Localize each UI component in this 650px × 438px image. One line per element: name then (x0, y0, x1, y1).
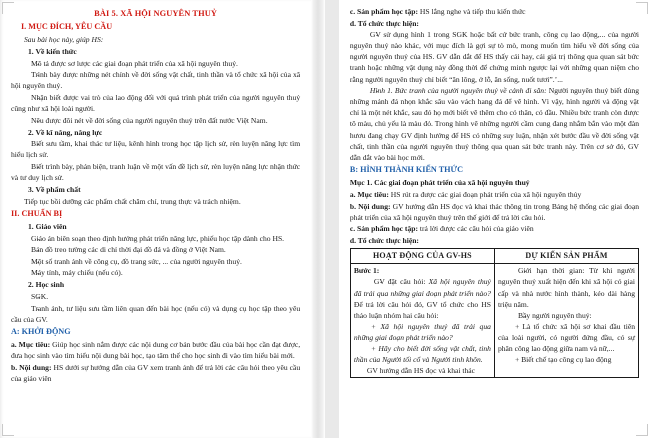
paragraph-gv-dat-cau-hoi (354, 276, 491, 320)
heading-muc-1: Mục 1. Các giai đoạn phát triển của xã hội nguyên thuỷ (349, 178, 530, 188)
page-left-body (0, 0, 311, 438)
product-item (498, 265, 635, 309)
list-item: - Bản đồ treo tường các di chỉ thời đại đồ đá và đồng ở Việt Nam. (11, 244, 300, 255)
pham-chat-text: Tiếp tục bồi dưỡng các phẩm chất chăm chỉ, trung thực và trách nhiệm. (24, 196, 241, 206)
paragraph-muc1-san-pham (350, 223, 639, 234)
list-item: - Nhận biết được vai trò của lao động đối với quá trình phát triển của người nguyên thuỷ cũng như xã hội loài người. (11, 92, 300, 114)
list-item: - Máy tính, máy chiếu (nếu có). (11, 267, 300, 278)
product-sub-item: + Là tổ chức xã hội sơ khai đầu tiên của loài người, có người đứng đầu, có sự phân công lao động giữa nam và nữ,... (497, 321, 636, 354)
heading-chuan-bi: II. CHUẨN BỊ (11, 208, 63, 218)
document-title: BÀI 5. XÃ HỘI NGUYÊN THUỶ (94, 9, 218, 18)
paragraph-gv-su-dung-hinh: - GV sử dụng hình 1 trong SGK hoặc bất cứ bức tranh, công cụ lao động,... của người nguyên thuỷ nào khác, với mục đích là gợi sự tò mò, mong muốn tìm hiểu về đời sống của người nguyên thuỷ của HS. GV dẫn dắt để HS thấy cái hay, cái giá trị thông qua quan sát bức tranh hoặc những vật dụng này đồng thời để chứng minh ngược lại với những quan niệm cho rằng người nguyên thuỷ chỉ biết “ăn lông, ở lỗ, ăn sống, nuốt tươi”.’... (350, 29, 639, 84)
label-muc1-noi-dung: b. Nội dung: (349, 201, 391, 211)
list-item: - Một số tranh ảnh về công cụ, đồ trang sức, ... của người nguyên thuỷ. (11, 256, 300, 267)
table-row (350, 263, 638, 377)
label-gioi-han-thoi-gian: Giới hạn thời gian: (517, 266, 590, 276)
subheading-giao-vien: 1. Giáo viên (28, 221, 67, 231)
figure-description: Người nguyên thuỷ biết dùng những mảnh đá nhọn khắc sâu vào vách hang đá để vẽ hình. Vì vậy, hình người và động vật chỉ là một nét khắc, sau đó họ mới biết vẽ thêm cho có thân, có đầu. Nhiều bức tranh còn được tô màu, chủ yếu là màu đỏ. Trong hình vẽ những người cầm cung đang nhắm bắn vào một đàn hươu đang chạy GV định hướng để HS có những suy luận, nhận xét bước đầu về đời sống vật chất, tinh thần của người nguyên thuỷ thông qua quan sát bức tranh này. Trên cơ sở đó, GV dẫn dắt vào bài học mới. (349, 86, 640, 162)
table-cell-hoat-dong (350, 263, 494, 377)
label-muc1-san-pham: c. Sản phẩm học tập: (349, 224, 419, 234)
paragraph-muc1-noi-dung (350, 201, 639, 223)
table-header-du-kien-san-pham: DỰ KIẾN SẢN PHẨM (494, 248, 638, 263)
subheading-ve-ki-nang-nang-luc: 2. Về kĩ năng, năng lực (28, 127, 103, 137)
list-item: - Biết trình bày, phản biện, tranh luận về một vấn đề lịch sử, rèn luyện năng lực nhận thức và tư duy lịch sử. (11, 161, 300, 183)
paragraph-muc-tieu (11, 339, 300, 361)
text-gv-dat-cau-hoi: GV đặt câu hỏi: (373, 277, 429, 287)
subheading-hoc-sinh: 2. Học sinh (28, 280, 65, 290)
text-muc1-san-pham: trả lời được các câu hỏi của giáo viên (418, 224, 534, 234)
paragraph-hinh-1-caption (350, 85, 639, 163)
list-item: - Mô tả được sơ lược các giai đoạn phát triển của xã hội nguyên thuỷ. (11, 58, 300, 69)
label-noi-dung: b. Nội dung: (11, 362, 52, 372)
page-left (0, 0, 311, 438)
table-header-row (350, 248, 638, 263)
paragraph-noi-dung (11, 362, 300, 384)
text-muc-tieu: Giúp học sinh nắm được các nội dung cơ bản bước đầu của bài học cần đạt được, đưa học sinh vào tìm hiểu nội dung bài học, tạo tâm thế cho học sinh đi vào tìm hiểu bài mới. (11, 340, 301, 361)
text-muc1-noi-dung: GV hướng dẫn HS đọc và khai thác thông tin trong Bảng hệ thống các giai đoạn phát triển của xã hội nguyên thuỷ trên thế giới để trả lời câu hỏi. (349, 201, 640, 222)
paragraph-san-pham-hoc-tap (350, 6, 639, 17)
table-header-hoat-dong: HOẠT ĐỘNG CỦA GV-HS (350, 248, 494, 263)
subheading-ve-pham-chat: 3. Về phẩm chất (28, 185, 81, 195)
paragraph-gv-huong-dan: GV hướng dẫn HS đọc và khai thác (366, 366, 476, 376)
list-item: - Tranh ảnh, tư liệu sưu tầm liên quan đến bài học (nếu có) và dụng cụ học tập theo yêu cầu của GV. (11, 303, 300, 325)
paragraph-muc1-muc-tieu (350, 189, 639, 200)
product-sub-item: + Biết chế tạo công cụ lao động (514, 355, 612, 365)
text-noi-dung: HS dưới sự hướng dẫn của GV xem tranh ảnh để trả lời các câu hỏi theo yêu cầu của giáo viên (11, 362, 301, 384)
page-right-body (339, 0, 650, 438)
figure-caption: Hình 1. Bức tranh của người nguyên thuỷ về cảnh đi săn: (369, 86, 547, 96)
text-muc1-muc-tieu: HS rút ra được các giai đoạn phát triển của xã hội nguyên thủy (388, 189, 582, 199)
list-item: - Nêu được đôi nét về đời sống của người nguyên thuỷ trên đất nước Việt Nam. (11, 115, 300, 126)
heading-khoi-dong: A: KHỞI ĐỘNG (11, 327, 71, 337)
page-gutter (311, 0, 325, 438)
list-item: - Trình bày được những nét chính về đời sống vật chất, tinh thần và tổ chức xã hội của xã hội nguyên thuỷ. (11, 69, 300, 91)
question-main: Xã hội nguyên thuỷ đã trải qua những giai đoạn phát triển nào? (353, 277, 491, 298)
text-gioi-han-thoi-gian: Từ khi người nguyên thuỷ xuất hiện đến khi xã hội có giai cấp và nhà nước hình thành, kéo dài hàng triệu năm. (497, 266, 636, 309)
activity-table (350, 248, 639, 378)
text-san-pham-hoc-tap: HS lắng nghe và tiếp thu kiến thức (418, 7, 526, 16)
label-muc-tieu: a. Mục tiêu: (11, 340, 51, 350)
list-item: - SGK. (11, 291, 300, 302)
label-muc1-muc-tieu: a. Mục tiêu: (349, 189, 389, 199)
list-item: - Giáo án biên soạn theo định hướng phát triển năng lực, phiếu học tập dành cho HS. (11, 233, 300, 244)
table-cell-du-kien-san-pham (494, 263, 638, 377)
page-right (339, 0, 650, 438)
subheading-ve-kien-thuc: 1. Về kiến thức (28, 47, 77, 57)
product-item: - Bầy người nguyên thuỷ: (498, 310, 635, 321)
question-item: + Hãy cho biết đời sống vật chất, tinh thần của Người tối cổ và Người tinh khôn. (353, 344, 491, 365)
text-thao-luan-nhom: Để trả lời câu hỏi đó, GV tổ chức cho HS thảo luận nhóm hai câu hỏi: (353, 299, 491, 320)
label-san-pham-hoc-tap: c. Sản phẩm học tập: (349, 7, 419, 16)
label-to-chuc-thuc-hien: d. Tổ chức thực hiện: (349, 18, 419, 28)
label-muc1-to-chuc-thuc-hien: d. Tổ chức thực hiện: (349, 235, 419, 245)
question-item: + Xã hội nguyên thuỷ đã trải qua những giai đoạn phát triển nào? (353, 321, 491, 342)
list-item: - Biết sưu tầm, khai thác tư liệu, kênh hình trong học tập lịch sử, rèn luyện năng lực tìm hiểu lịch sử. (11, 138, 300, 160)
heading-muc-dich-yeu-cau: I. MỤC ĐÍCH, YÊU CẦU (21, 22, 113, 31)
heading-hinh-thanh-kien-thuc: B: HÌNH THÀNH KIẾN THỨC (349, 165, 463, 175)
step-label: Bước 1: (353, 266, 380, 276)
lead-in-text: Sau bài học này, giúp HS: (24, 35, 104, 44)
